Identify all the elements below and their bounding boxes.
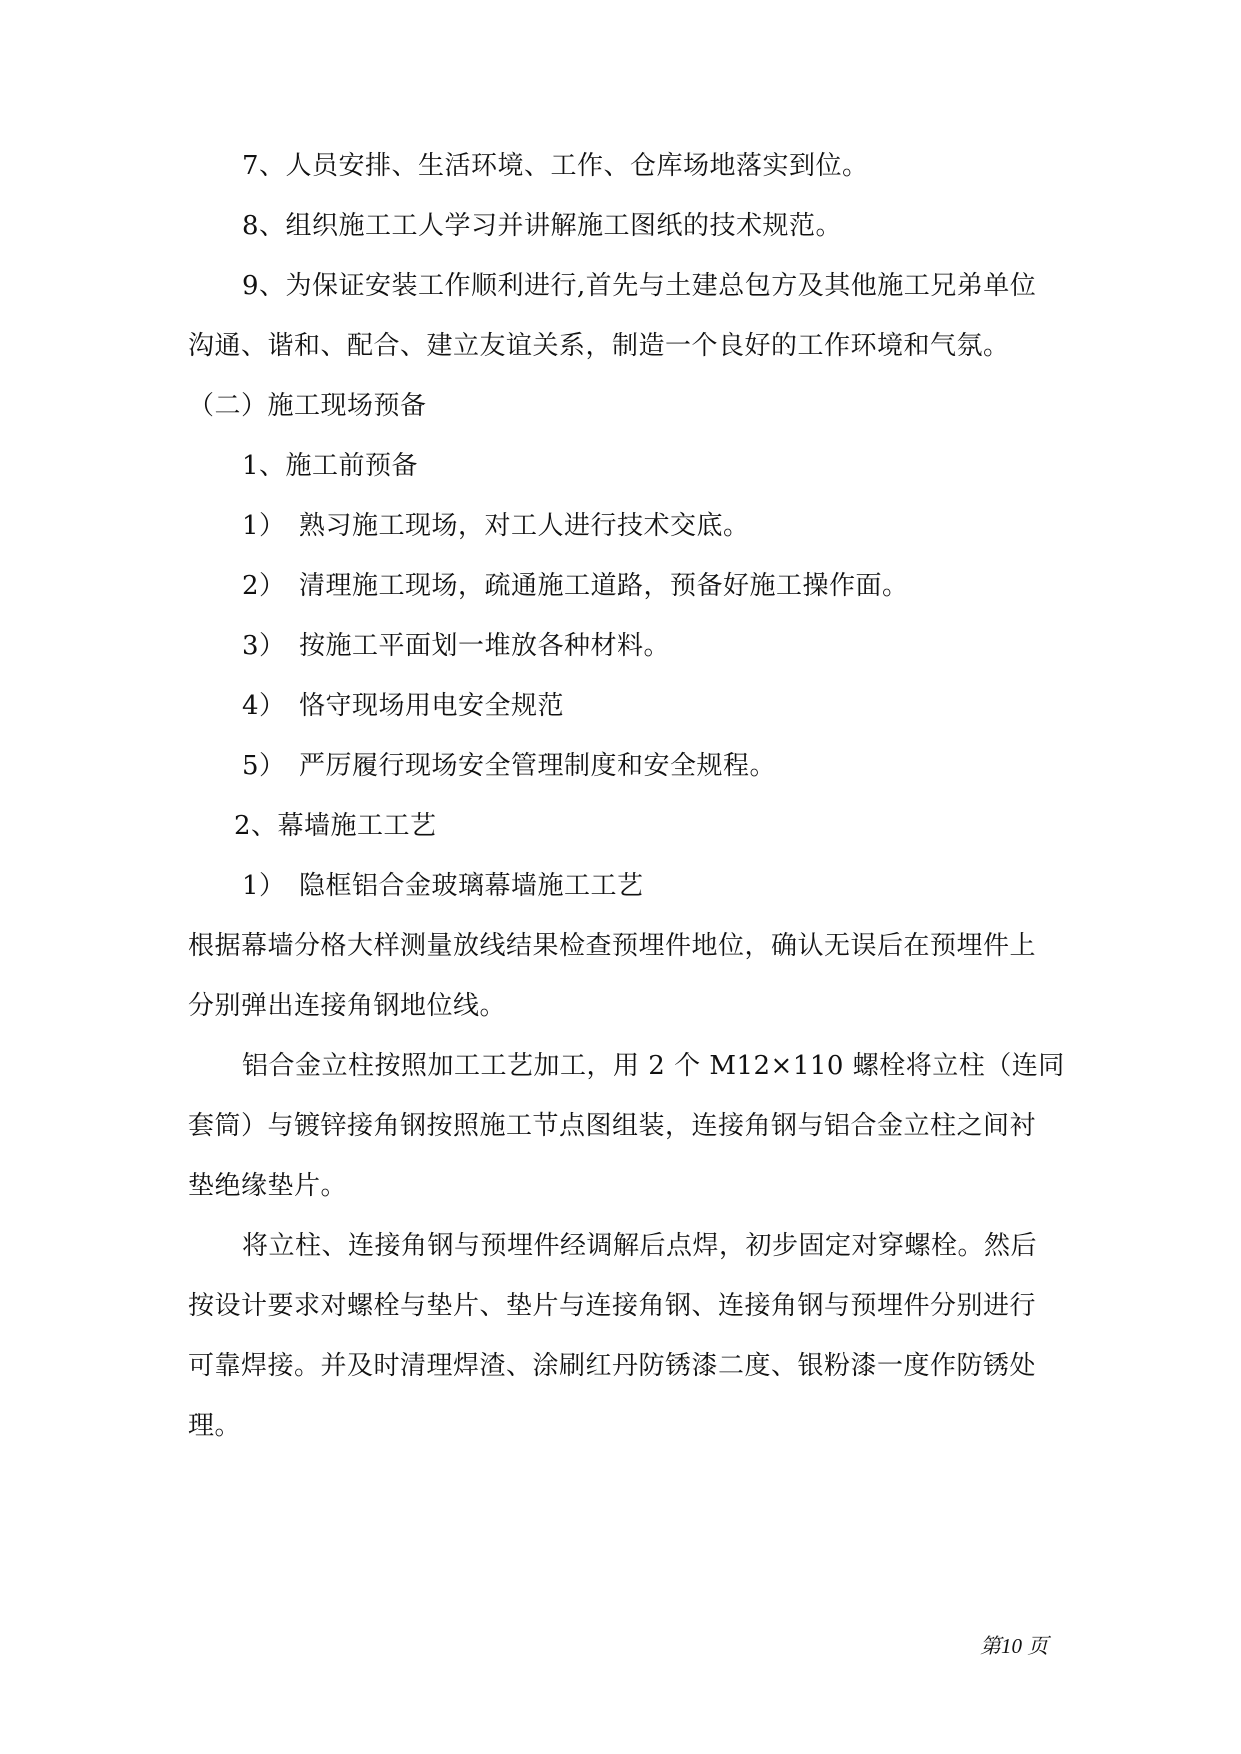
list-item: 1） 熟习施工现场，对工人进行技术交底。 (242, 511, 750, 541)
list-item: 1） 隐框铝合金玻璃幕墙施工工艺 (242, 871, 644, 901)
paragraph-line: 套筒）与镀锌接角钢按照施工节点图组装，连接角钢与铝合金立柱之间衬 (188, 1111, 1037, 1141)
list-item: 3） 按施工平面划一堆放各种材料。 (242, 631, 671, 661)
paragraph-line: 分别弹出连接角钢地位线。 (188, 991, 507, 1021)
paragraph-line: 垫绝缘垫片。 (188, 1171, 348, 1201)
paragraph-line: 理。 (188, 1411, 242, 1441)
paragraph-line: 9、为保证安装工作顺利进行,首先与土建总包方及其他施工兄弟单位 (242, 271, 1037, 301)
section-heading: （二）施工现场预备 (188, 391, 427, 421)
paragraph-line: 沟通、谐和、配合、建立友谊关系，制造一个良好的工作环境和气氛。 (188, 331, 1010, 361)
paragraph-line: 将立柱、连接角钢与预埋件经调解后点焊，初步固定对穿螺栓。然后 (242, 1231, 1038, 1261)
subsection-heading: 1、施工前预备 (242, 451, 419, 481)
list-item: 5） 严厉履行现场安全管理制度和安全规程。 (242, 751, 777, 781)
paragraph-line: 铝合金立柱按照加工工艺加工，用 2 个 M12×110 螺栓将立柱（连同 (242, 1051, 1065, 1081)
paragraph-line: 可靠焊接。并及时清理焊渣、涂刷红丹防锈漆二度、银粉漆一度作防锈处 (188, 1351, 1037, 1381)
paragraph-line: 8、组织施工工人学习并讲解施工图纸的技术规范。 (242, 211, 843, 241)
list-item: 4） 恪守现场用电安全规范 (242, 691, 565, 721)
page-number: 第10 页 (980, 1634, 1049, 1658)
paragraph-line: 7、人员安排、生活环境、工作、仓库场地落实到位。 (242, 151, 869, 181)
subsection-heading: 2、幕墙施工工艺 (234, 811, 437, 841)
paragraph-line: 根据幕墙分格大样测量放线结果检查预埋件地位，确认无误后在预埋件上 (188, 931, 1037, 961)
paragraph-line: 按设计要求对螺栓与垫片、垫片与连接角钢、连接角钢与预埋件分别进行 (188, 1291, 1037, 1321)
list-item: 2） 清理施工现场，疏通施工道路，预备好施工操作面。 (242, 571, 909, 601)
